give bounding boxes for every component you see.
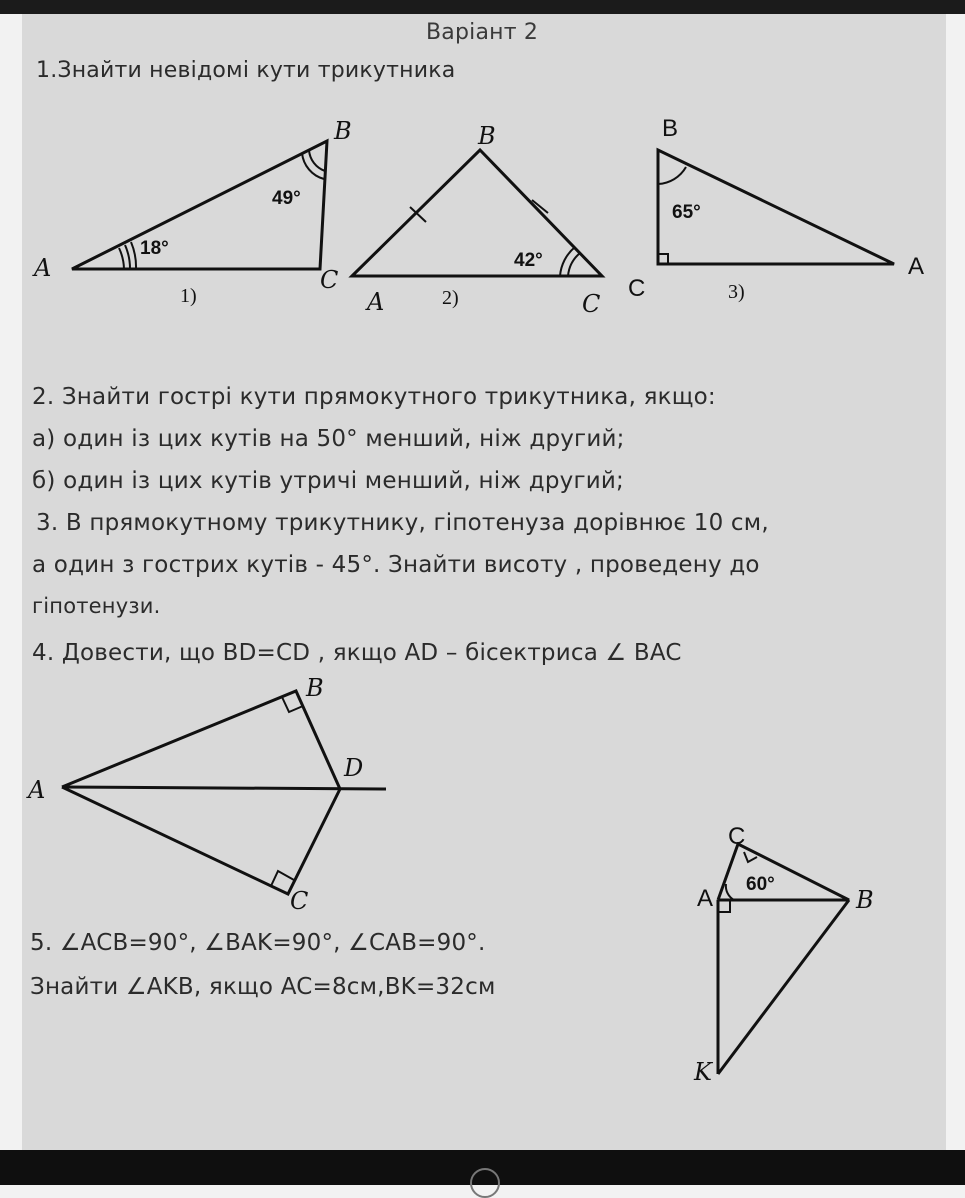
fig2-label-c: C	[582, 290, 601, 318]
fig2-number: 2)	[442, 287, 459, 309]
variant-title: Варіант 2	[426, 20, 539, 45]
task4-label-d: D	[344, 754, 364, 782]
fig3-label-a: A	[908, 253, 925, 280]
fig3-label-b: B	[662, 115, 679, 142]
top-frame-band	[0, 0, 965, 14]
task5-line1: 5. ∠ACB=90°, ∠BAK=90°, ∠CAB=90°.	[30, 930, 486, 956]
task3-line3: гіпотенузи.	[32, 594, 161, 618]
task4-label-a: A	[28, 776, 46, 804]
task1-text: 1.Знайти невідомі кути трикутника	[36, 58, 456, 83]
task5-label-k: K	[694, 1058, 712, 1086]
fig3-label-c: C	[628, 275, 646, 302]
task4-label-b: B	[306, 674, 324, 702]
fig1-label-c: C	[320, 266, 339, 294]
fig1-label-a: A	[34, 254, 52, 282]
fig2-angle-c: 42°	[514, 250, 543, 271]
fig3-angle-b: 65°	[672, 202, 701, 223]
worksheet-page	[22, 14, 946, 1150]
fig2-label-a: A	[367, 288, 385, 316]
task4-figure	[26, 674, 386, 915]
figure-1-triangle	[32, 117, 352, 307]
task2-b: б) один із цих кутів утричі менший, ніж другий;	[32, 468, 625, 494]
task5-label-c: C	[728, 823, 746, 850]
task2-a: а) один із цих кутів на 50° менший, ніж другий;	[32, 426, 625, 452]
task5-label-b: B	[856, 886, 874, 914]
task5-figure	[693, 823, 874, 1086]
task4-label-c: C	[290, 887, 309, 915]
task5-label-a: A	[697, 885, 714, 912]
task4-text: 4. Довести, що BD=CD , якщо AD – бісектриса ∠ BAC	[32, 640, 682, 666]
task5-line2: Знайти ∠AKB, якщо AC=8см,BK=32см	[30, 974, 496, 1000]
task3-line2: а один з гострих кутів - 45°. Знайти висоту , проведену до	[32, 552, 760, 578]
figure-3-triangle	[628, 115, 924, 303]
fig1-angle-b: 49°	[272, 188, 301, 209]
task5-angle: 60°	[746, 874, 775, 895]
task2-text: 2. Знайти гострі кути прямокутного трикутника, якщо:	[32, 384, 716, 410]
fig1-angle-a: 18°	[140, 238, 169, 259]
camera-dot-decoration	[470, 1168, 500, 1198]
fig1-number: 1)	[180, 285, 197, 307]
fig3-number: 3)	[728, 281, 745, 303]
fig1-label-b: B	[334, 117, 352, 145]
task3-line1: 3. В прямокутному трикутнику, гіпотенуза дорівнює 10 см,	[36, 510, 769, 536]
figure-2-triangle	[352, 122, 602, 318]
fig2-label-b: B	[478, 122, 496, 150]
